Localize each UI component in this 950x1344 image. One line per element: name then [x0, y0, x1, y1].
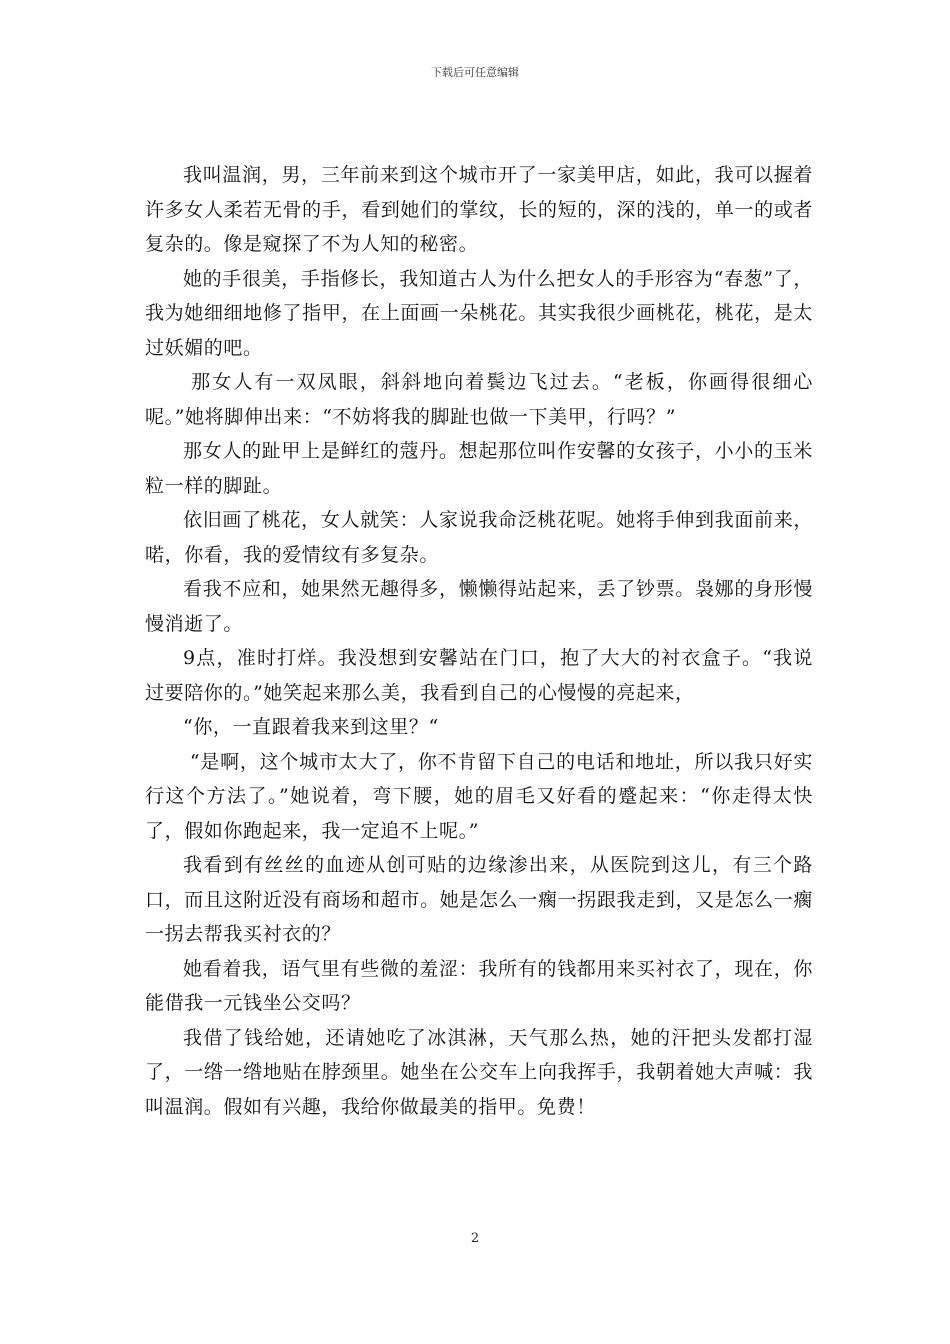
paragraph: 那女人的趾甲上是鲜红的蔻丹。想起那位叫作安馨的女孩子，小小的玉米粒一样的脚趾。 — [145, 440, 813, 497]
paragraph: “你，一直跟着我来到这里？“ — [183, 716, 439, 738]
paragraph: 我借了钱给她，还请她吃了冰淇淋，天气那么热，她的汗把头发都打湿了，一绺一绺地贴在脖颈里。她坐在公交车上向我挥手，我朝着她大声喊：我叫温润。假如有兴趣，我给你做最美的指甲。免费！ — [145, 1026, 813, 1118]
page-header: 下载后可任意编辑 — [431, 66, 519, 79]
paragraph: 那女人有一双凤眼，斜斜地向着鬓边飞过去。“老板，你画得很细心呢。”她将脚伸出来：“不妨将我的脚趾也做一下美甲，行吗？” — [145, 371, 814, 428]
paragraph: “是啊，这个城市太大了，你不肯留下自己的电话和地址，所以我只好实行这个方法了。”她说着，弯下腰，她的眉毛又好看的蹙起来：“你走得太快了，假如你跑起来，我一定追不上呢。” — [145, 750, 813, 842]
paragraph: 我叫温润，男，三年前来到这个城市开了一家美甲店，如此，我可以握着许多女人柔若无骨的手，看到她们的掌纹，长的短的，深的浅的，单一的或者复杂的。像是窥探了不为人知的秘密。 — [145, 164, 813, 255]
paragraph: 看我不应和，她果然无趣得多，懒懒得站起来，丢了钞票。袅娜的身形慢慢消逝了。 — [145, 578, 813, 635]
paragraph: 她的手很美，手指修长，我知道古人为什么把女人的手形容为“春葱”了，我为她细细地修了指甲，在上面画一朵桃花。其实我很少画桃花，桃花，是太过妖媚的吧。 — [145, 267, 813, 359]
document-body — [145, 158, 813, 1124]
paragraph: 9点，准时打烊。我没想到安馨站在门口，抱了大大的衬衣盒子。“我说过要陪你的。”她笑起来那么美，我看到自己的心慢慢的亮起来， — [145, 647, 813, 704]
paragraph: 她看着我，语气里有些微的羞涩：我所有的钱都用来买衬衣了，现在，你能借我一元钱坐公交吗？ — [145, 957, 813, 1014]
paragraph: 依旧画了桃花，女人就笑：人家说我命泛桃花呢。她将手伸到我面前来，喏，你看，我的爱情纹有多复杂。 — [145, 509, 813, 566]
paragraph: 我看到有丝丝的血迹从创可贴的边缘渗出来，从医院到这儿，有三个路口，而且这附近没有商场和超市。她是怎么一瘸一拐跟我走到，又是怎么一瘸一拐去帮我买衬衣的？ — [145, 854, 813, 945]
page-number: 2 — [470, 1231, 480, 1246]
